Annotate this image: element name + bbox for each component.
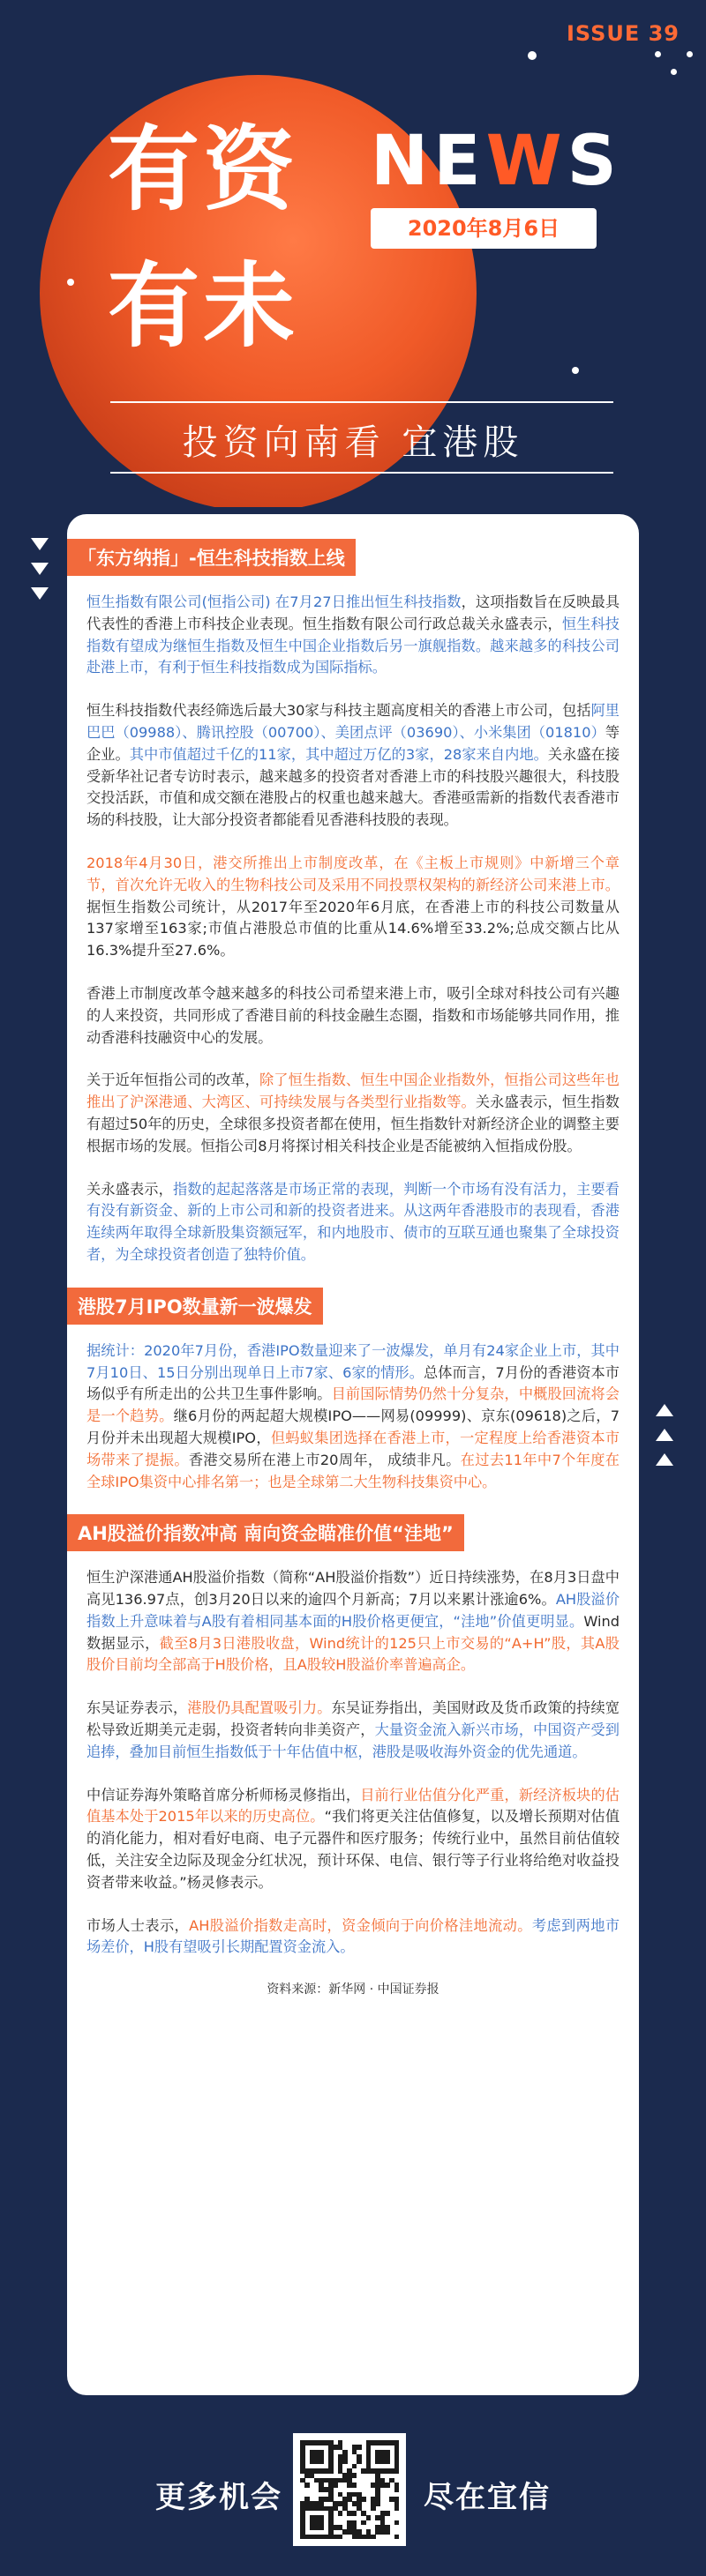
- article-paragraph: [86, 853, 620, 962]
- body-text: 恒生科技指数代表经筛选后最大30家与科技主题高度相关的香港上市公司，包括: [86, 702, 591, 720]
- article-paragraph: [86, 592, 620, 679]
- qr-module: [385, 2483, 390, 2488]
- qr-module: [333, 2483, 338, 2488]
- body-text: 据恒生指数公司统计，从2017年至2020年6月底，在香港上市的科技公司数量从137家增至163家;市值占港股总市值的比重从14.6%增至33.2%;总成交额占比从16.3%提升至27.6%。: [86, 898, 620, 959]
- highlight-orange-text: 在过去11年中7个年度在全球IPO集资中心排名第一；也是全球第二大生物科技集资中心。: [86, 1451, 620, 1490]
- highlight-blue-text: 阿里巴巴（09988）、腾讯控股（00700）、美团点评（03690）、小米集团（01810）: [86, 702, 620, 741]
- article-paragraph: [86, 1070, 620, 1157]
- highlight-blue-text: 恒生指数有限公司(恒指公司) 在7月27日推出恒生科技指数: [86, 594, 462, 610]
- up-triangle-icon: [656, 1404, 673, 1416]
- issue-number: ISSUE 39: [566, 21, 680, 46]
- up-triangle-icon: [656, 1429, 673, 1441]
- article-paragraph: [86, 1179, 620, 1266]
- article-paragraph: [86, 1785, 620, 1894]
- article-paragraph: [86, 1567, 620, 1676]
- qr-module: [366, 2515, 372, 2520]
- qr-module: [352, 2483, 357, 2488]
- highlight-blue-text: AH股溢价指数上升意味着与A股有着相同基本面的H股价格更便宜，“洼地”价值更明显。: [86, 1591, 620, 1630]
- news-wordmark: [371, 122, 622, 201]
- article-paragraph: [86, 1340, 620, 1494]
- slogan-text: 投资向南看 宜港股: [182, 422, 524, 463]
- decor-dot: [655, 51, 661, 57]
- down-triangle-icon: [31, 563, 49, 575]
- section-title: 港股7月IPO数量新一波爆发: [67, 1288, 323, 1325]
- qr-module: [361, 2497, 366, 2502]
- qr-module: [385, 2511, 390, 2516]
- highlight-orange-text: 目前行业估值分化严重，新经济板块的估值基本处于2015年以来的历史高位。: [86, 1786, 620, 1826]
- article-paragraph: [86, 1698, 620, 1763]
- body-text: 东吴证券表示，: [86, 1699, 188, 1717]
- source-credit: 资料来源：新华网 · 中国证券报: [267, 1982, 439, 1997]
- highlight-orange-text: 但蚂蚁集团选择在香港上市，一定程度上给香港资本市场带来了提振。: [86, 1429, 620, 1468]
- body-text: 香港交易所在港上市20周年， 成绩非凡。: [188, 1451, 461, 1468]
- highlight-orange-text: 港股仍具配置吸引力。: [187, 1699, 332, 1717]
- qr-module: [371, 2506, 376, 2512]
- title-line-2: 有未: [108, 252, 299, 360]
- highlight-orange-text: 目前国际情势仍然十分复杂，中概股回流将会是一个趋势。: [86, 1385, 620, 1425]
- body-text: 关永盛表示，: [86, 1180, 173, 1198]
- highlight-blue-text: 据统计：2020年7月份，香港IPO数量迎来了一波爆发，单月有24家企业上市，其中7月10日、15日分别出现单日上市7家、6家的情形。: [86, 1341, 620, 1381]
- article-paragraph: [86, 1915, 620, 1960]
- body-text: ，这项指数旨在反映最具代表性的香港上市科技企业表现。恒生指数有限公司行政总裁关永盛表示，: [86, 594, 620, 632]
- date-badge: 2020年8月6日: [371, 208, 597, 249]
- down-triangle-icon: [31, 538, 49, 550]
- highlight-orange-text: 2018年4月30日，港交所推出上市制度改革，在《主板上市规则》中新增三个章节，首次允许无收入的生物科技公司及采用不同投票权架构的新经济公司来港上市。: [86, 854, 620, 893]
- highlight-orange-text: AH股溢价指数走高时，资金倾向于向价格洼地流动。: [189, 1916, 532, 1934]
- body-text: Wind数据显示，: [86, 1612, 620, 1652]
- section-title: 「东方纳指」-恒生科技指数上线: [67, 539, 356, 576]
- qr-module: [357, 2459, 362, 2464]
- up-triangle-icon: [656, 1453, 673, 1466]
- article-paragraph: [86, 983, 620, 1049]
- body-text: 市场人士表示，: [86, 1916, 190, 1934]
- highlight-blue-text: 恒生科技指数有望成为继恒生指数及恒生中国企业指数后另一旗舰指数。越来越多的科技公司赴港上市，有利于恒生科技指数成为国际指标。: [86, 615, 620, 676]
- article-card: [67, 514, 639, 2395]
- footer-slogan-left: 更多机会: [155, 2480, 282, 2515]
- footer-slogan-right: 尽在宜信: [424, 2480, 551, 2515]
- decor-dot: [572, 367, 579, 374]
- article-sections: [78, 539, 620, 1959]
- highlight-orange-text: 截至8月3日港股收盘，Wind统计的125只上市交易的“A+H”股，其A股股价目前均全部高于H股价格，且A股较H股溢价率普遍高企。: [86, 1634, 620, 1674]
- qr-code[interactable]: [293, 2433, 406, 2546]
- qr-module: [338, 2535, 343, 2539]
- highlight-blue-text: 大量资金流入新兴市场，中国资产受到追捧，叠加目前恒生指数低于十年估值中枢，港股是吸收海外资金的优先通道。: [86, 1721, 620, 1760]
- highlight-blue-text: 指数的起起落落是市场正常的表现，判断一个市场有没有活力，主要看有没有新资金、新的上市公司和新的投资者进来。从这两年香港股市的表现看，香港连续两年取得全球新股集资额冠军，和内地股市、债市的互联互通也聚集了全球投资者，为全球投资者创造了独特价值。: [86, 1180, 620, 1263]
- qr-module: [319, 2525, 324, 2530]
- divider-line: [110, 472, 613, 474]
- qr-module: [371, 2535, 376, 2539]
- qr-module: [328, 2468, 334, 2474]
- body-text: 恒生沪深港通AH股溢价指数（简称“AH股溢价指数”）近日持续涨势，在8月3日盘中高见136.97点，创3月20日以来的逾四个月新高；7月以来累计涨逾6%。: [86, 1569, 620, 1609]
- qr-module: [394, 2506, 399, 2512]
- article-paragraph: [86, 700, 620, 832]
- qr-module: [352, 2464, 357, 2469]
- highlight-blue-text: 考虑到两地市场差价，H股有望吸引长期配置资金流入。: [86, 1916, 620, 1956]
- qr-module: [304, 2483, 310, 2488]
- body-text: 关永盛表示，恒生指数有超过50年的历史，全球很多投资者都在使用，恒生指数针对新经济企业的调整主要根据市场的发展。恒指公司8月将探讨相关科技企业是否能被纳入恒指成份股。: [86, 1094, 620, 1154]
- qr-module: [319, 2459, 324, 2464]
- decor-dot: [528, 51, 537, 60]
- decor-dot: [67, 279, 74, 286]
- news-text-ne: NE: [371, 122, 486, 201]
- body-text: 中信证券海外策略首席分析师杨灵修指出，: [86, 1786, 361, 1803]
- highlight-orange-text: 除了恒生指数、恒生中国企业指数外，恒指公司这些年也推出了沪深港通、大湾区、可持续发展与各类型行业指数等。: [86, 1071, 620, 1111]
- qr-module: [394, 2468, 399, 2474]
- section-title: AH股溢价指数冲高 南向资金瞄准价值“洼地”: [67, 1514, 464, 1551]
- body-text: 关于近年恒指公司的改革，: [86, 1071, 259, 1089]
- qr-module: [361, 2520, 366, 2526]
- decor-dot: [687, 51, 693, 57]
- body-text: 等企业。: [86, 723, 620, 763]
- body-text: 关永盛在接受新华社记者专访时表示，越来越多的投资者对香港上市的科技股兴趣很大，科技股交投活跃，市值和成交额在港股占的权重也越来越大。香港亟需新的指数代表香港市场的科技股，让大部分投资者都能看见香港科技股的表现。: [86, 745, 620, 829]
- decor-dot: [671, 69, 677, 75]
- body-text: 继6月份的两起超大规模IPO——网易(09999)、京东(09618)之后，7月份并未出现超大规模IPO，: [86, 1407, 620, 1446]
- header-banner: [0, 0, 706, 507]
- body-text: 东吴证券指出，美国财政及货币政策的持续宽松导致近期美元走弱，投资者转向非美资产，: [86, 1699, 620, 1739]
- qr-module: [357, 2445, 362, 2450]
- news-text-s: S: [567, 122, 622, 201]
- qr-module: [352, 2473, 357, 2478]
- title-line-1: 有资: [108, 116, 299, 223]
- qr-module: [338, 2511, 343, 2516]
- qr-module: [394, 2487, 399, 2492]
- qr-module: [342, 2459, 348, 2464]
- qr-module: [394, 2535, 399, 2539]
- highlight-blue-text: 其中市值超过千亿的11家，其中超过万亿的3家，28家来自内地。: [129, 745, 548, 763]
- body-text: 香港上市制度改革令越来越多的科技公司希望来港上市，吸引全球对科技公司有兴趣的人来投资，共同形成了香港目前的科技金融生态圈，指数和市场能够共同作用，推动香港科技融资中心的发展。: [86, 984, 620, 1046]
- qr-module: [394, 2520, 399, 2526]
- news-text-w: W: [485, 122, 567, 201]
- qr-module: [385, 2529, 390, 2535]
- qr-module: [352, 2511, 357, 2516]
- divider-line: [110, 401, 613, 403]
- qr-code-pattern: [300, 2440, 399, 2539]
- body-text: “我们将更关注估值修复，以及增长预期对估值的消化能力，相对看好电商、电子元器件和医疗服务；传统行业中，虽然目前估值较低，关注安全边际及现金分红状况，预计环保、电信、银行等子行业将给绝对收益投资者带来收益。”杨灵修表示。: [86, 1808, 620, 1891]
- body-text: 总体而言，7月份的香港资本市场似乎有所走出的公共卫生事件影响。: [86, 1363, 620, 1403]
- qr-module: [385, 2459, 390, 2464]
- down-triangle-icon: [31, 587, 49, 600]
- qr-module: [375, 2501, 380, 2506]
